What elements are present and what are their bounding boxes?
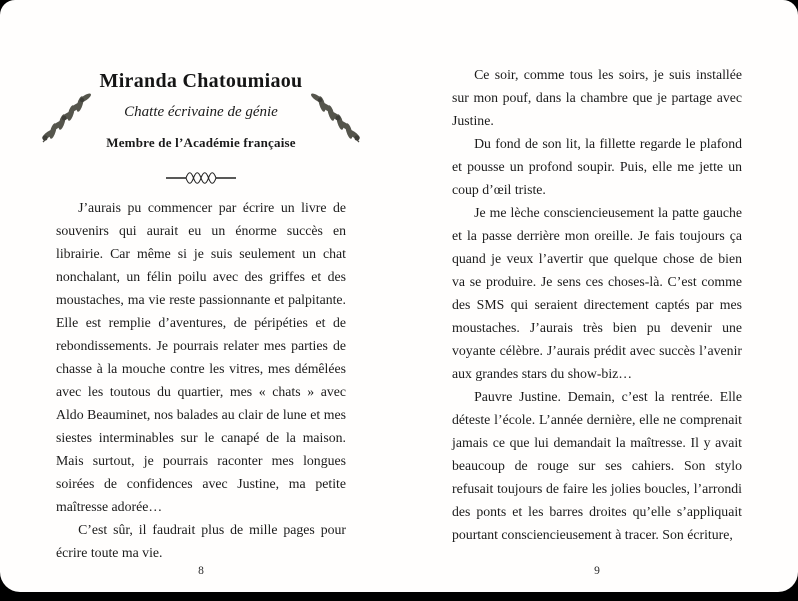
paragraph: Je me lèche consciencieusement la patte gauche et la passe derrière mon oreille. Je fais toujours ça quand je veux l’avertir que quelque chose de bien va se produire. Je sens ces choses-là. C’est comme des SMS qui seraient directement captés par mes moustaches. J’aurais très bien pu devenir une voyante célèbre. J’aurais prédit avec succès l’avenir aux grandes stars du show-biz… xyxy=(452,205,742,381)
right-page-text xyxy=(452,63,742,546)
paragraph: C’est sûr, il faudrait plus de mille pages pour écrire toute ma vie. xyxy=(56,522,346,560)
paragraph: Pauvre Justine. Demain, c’est la rentrée. Elle déteste l’école. L’année dernière, elle ne comprenait jamais ce que lui demandait la maîtresse. Il y avait beaucoup de rouge sur ses cahiers. Son stylo refusait toujours de faire les jolies boucles, l’arrondi des ponts et les barres droites qu’elle s’appliquait pourtant consciencieusement à tracer. Son écriture, xyxy=(452,389,742,542)
paragraph: Ce soir, comme tous les soirs, je suis installée sur mon pouf, dans la chambre que je partage avec Justine. xyxy=(452,67,742,128)
author-subtitle: Chatte écrivaine de génie xyxy=(124,104,278,120)
author-affiliation: Membre de l’Académie française xyxy=(106,135,296,150)
author-title: Miranda Chatoumiaou xyxy=(99,70,303,92)
page-number-left: 8 xyxy=(198,565,204,577)
right-page xyxy=(452,0,742,592)
paragraph: Du fond de son lit, la fillette regarde le plafond et pousse un profond soupir. Puis, elle me jette un coup d’œil triste. xyxy=(452,136,742,197)
paragraph: J’aurais pu commencer par écrire un livre de souvenirs qui aurait eu un énorme succès en librairie. Car même si je suis seulement un chat nonchalant, un félin poilu avec des griffes et des moustaches, ma vie reste passionnante et palpitante. Elle est remplie d’aventures, de péripéties et de rebondissements. Je pourrais relater mes parties de chasse à la mouche contre les vitres, mes démêlées avec les toutous du quartier, mes « chats » avec Aldo Beauminet, nos balades au clair de lune et mes siestes interminables sur le canapé de la maison. Mais surtout, je pourrais raconter mes longues soirées de confidences avec Justine, ma petite maîtresse adorée… xyxy=(56,200,346,514)
chapter-header xyxy=(56,70,346,151)
left-page-text xyxy=(56,196,346,564)
divider-ornament-icon xyxy=(56,171,346,190)
left-page xyxy=(56,0,346,592)
page-number-right: 9 xyxy=(594,565,600,577)
